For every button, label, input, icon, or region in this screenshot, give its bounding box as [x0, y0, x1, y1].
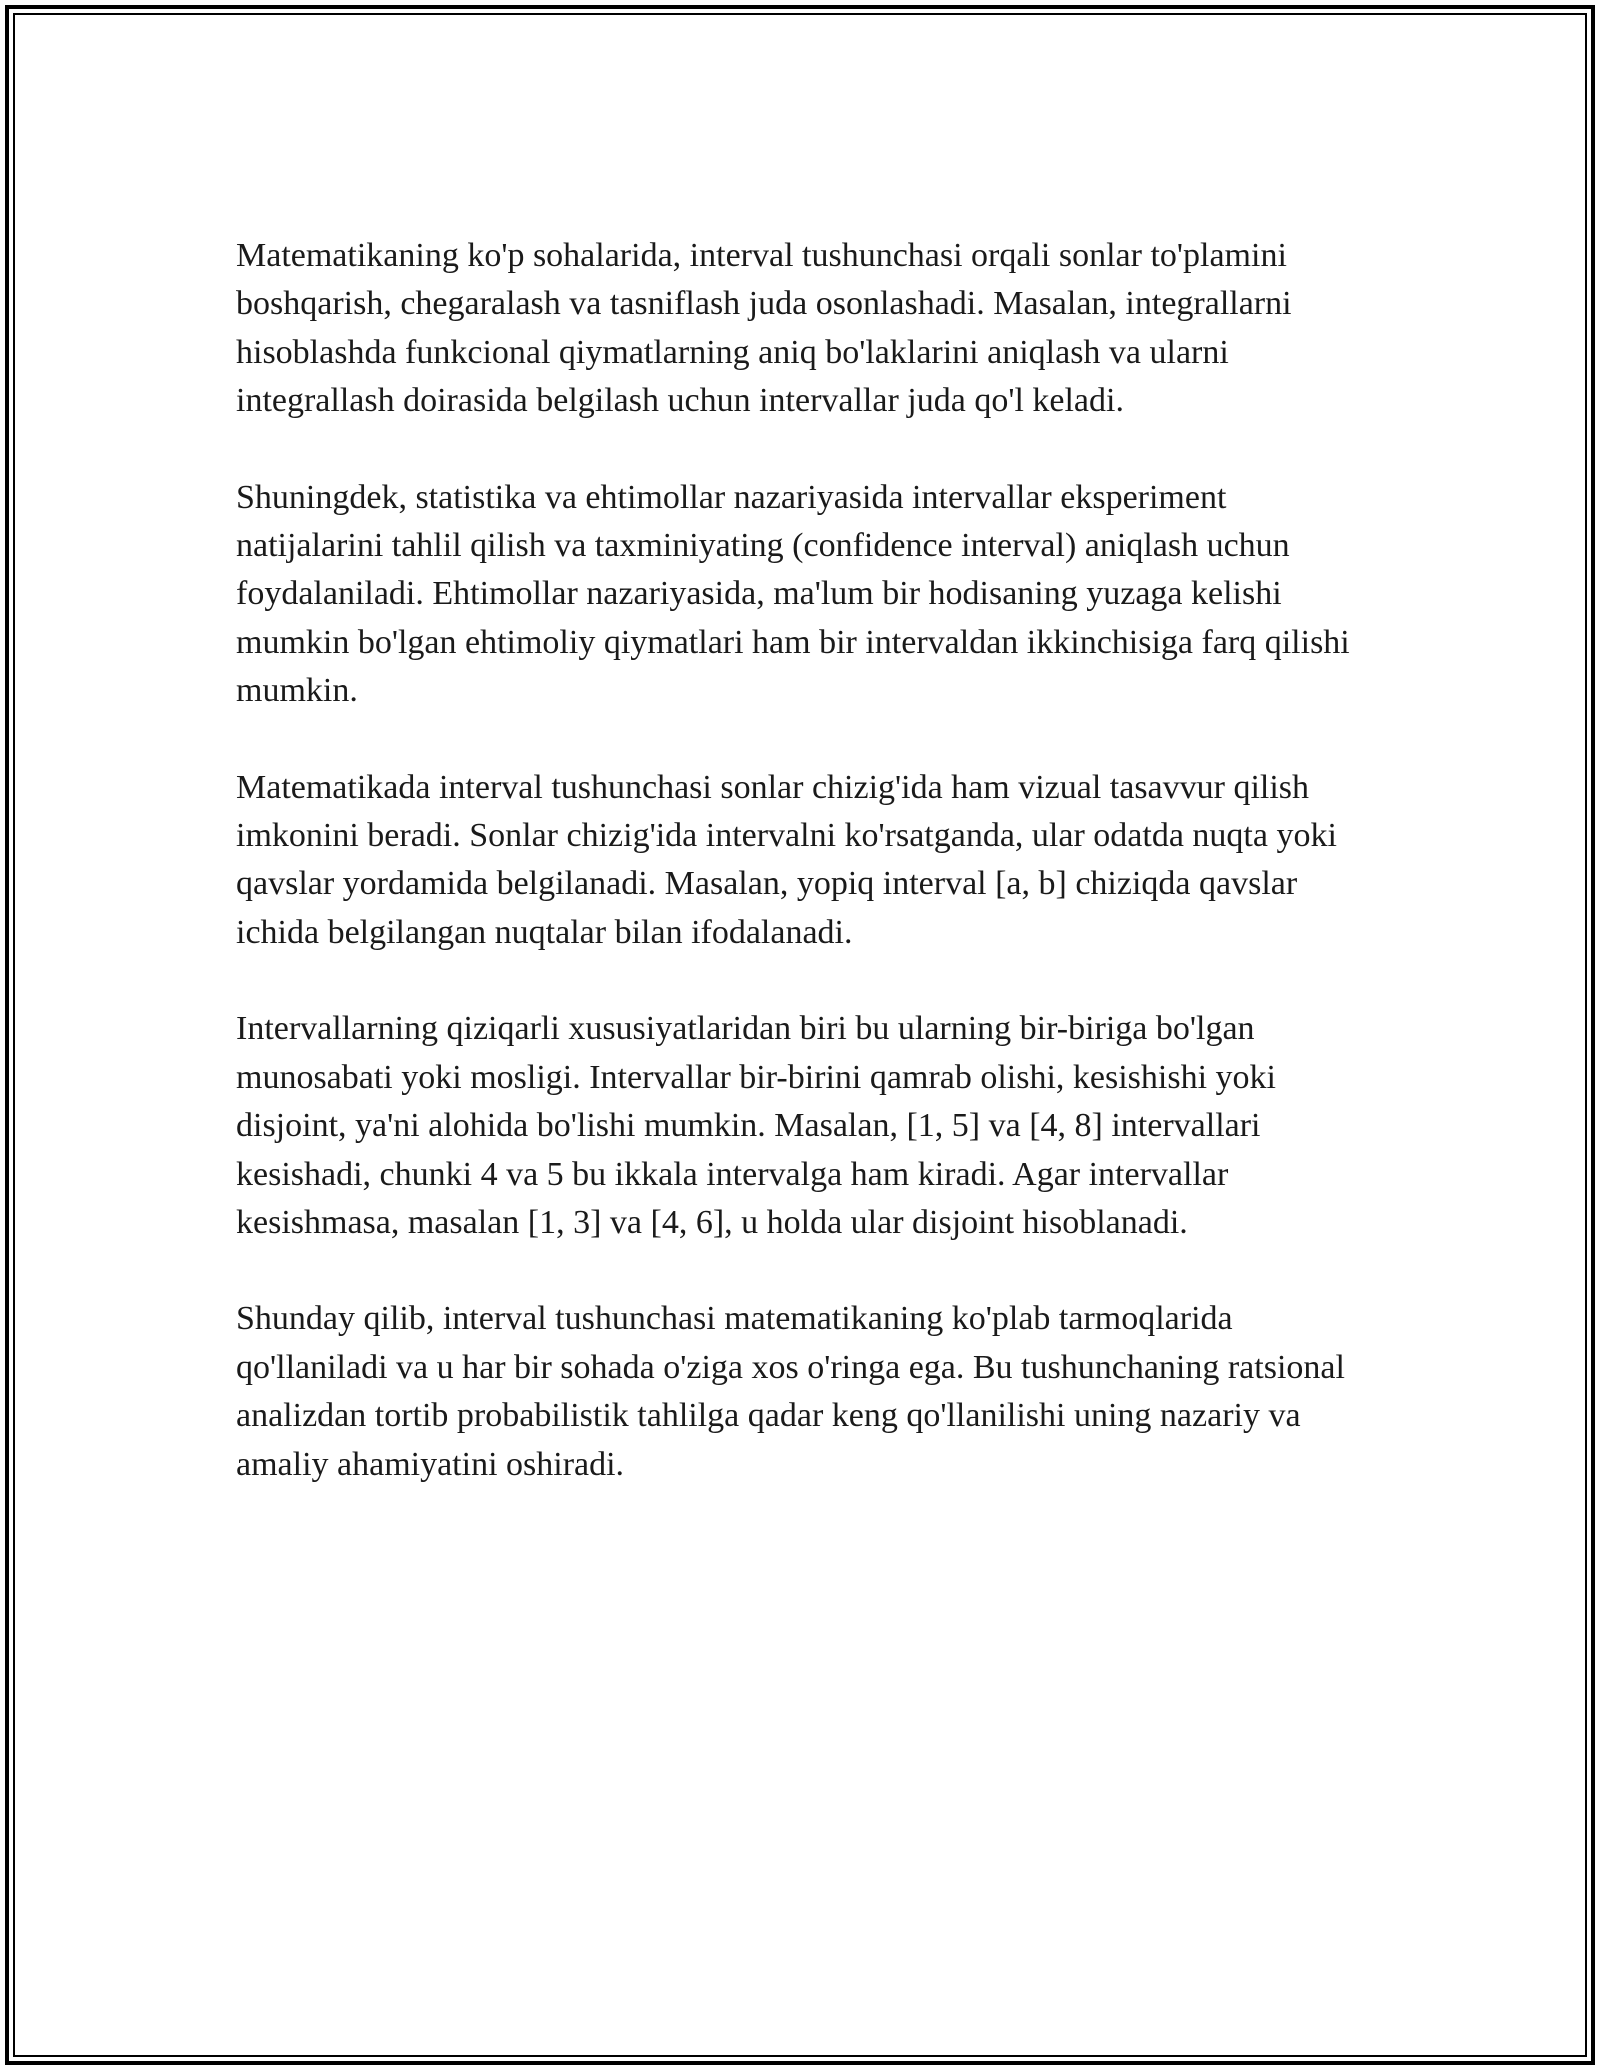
paragraph-5: Shunday qilib, interval tushunchasi matematikaning ko'plab tarmoqlarida qo'llaniladi va u har bir sohada o'ziga xos o'ringa ega. Bu tushunchaning ratsional analizdan tortib probabilistik tahlilga qadar keng qo'llanilishi uning nazariy va amaliy ahamiyatini oshiradi. [236, 1300, 1345, 1483]
paragraph-4: Intervallarning qiziqarli xususiyatlaridan biri bu ularning bir-biriga bo'lgan munosabati yoki mosligi. Intervallar bir-birini qamrab olishi, kesishishi yoki disjoint, ya'ni alohida bo'lishi mumkin. Masalan, [1, 5] va [4, 8] intervallari kesishadi, chunki 4 va 5 bu ikkala intervalga ham kiradi. Agar intervallar kesishmasa, masalan [1, 3] va [4, 6], u holda ular disjoint hisoblanadi. [236, 1010, 1276, 1241]
paragraph-2: Shuningdek, statistika va ehtimollar nazariyasida intervallar eksperiment natijalarini tahlil qilish va taxminiyating (confidence interval) aniqlash uchun foydalaniladi. Ehtimollar nazariyasida, ma'lum bir hodisaning yuzaga kelishi mumkin bo'lgan ehtimoliy qiymatlari ham bir intervaldan ikkinchisiga farq qilishi mumkin. [236, 478, 1350, 710]
document-body [236, 232, 1366, 1489]
paragraph-1: Matematikaning ko'p sohalarida, interval tushunchasi orqali sonlar to'plamini boshqarish, chegaralash va tasniflash juda osonlashadi. Masalan, integrallarni hisoblashda funkcional qiymatlarning aniq bo'laklarini aniqlash va ularni integrallash doirasida belgilash uchun intervallar juda qo'l keladi. [236, 237, 1292, 420]
paragraph-3: Matematikada interval tushunchasi sonlar chizig'ida ham vizual tasavvur qilish imkonini beradi. Sonlar chizig'ida intervalni ko'rsatganda, ular odatda nuqta yoki qavslar yordamida belgilanadi. Masalan, yopiq interval [a, b] chiziqda qavslar ichida belgilangan nuqtalar bilan ifodalanadi. [236, 768, 1337, 951]
